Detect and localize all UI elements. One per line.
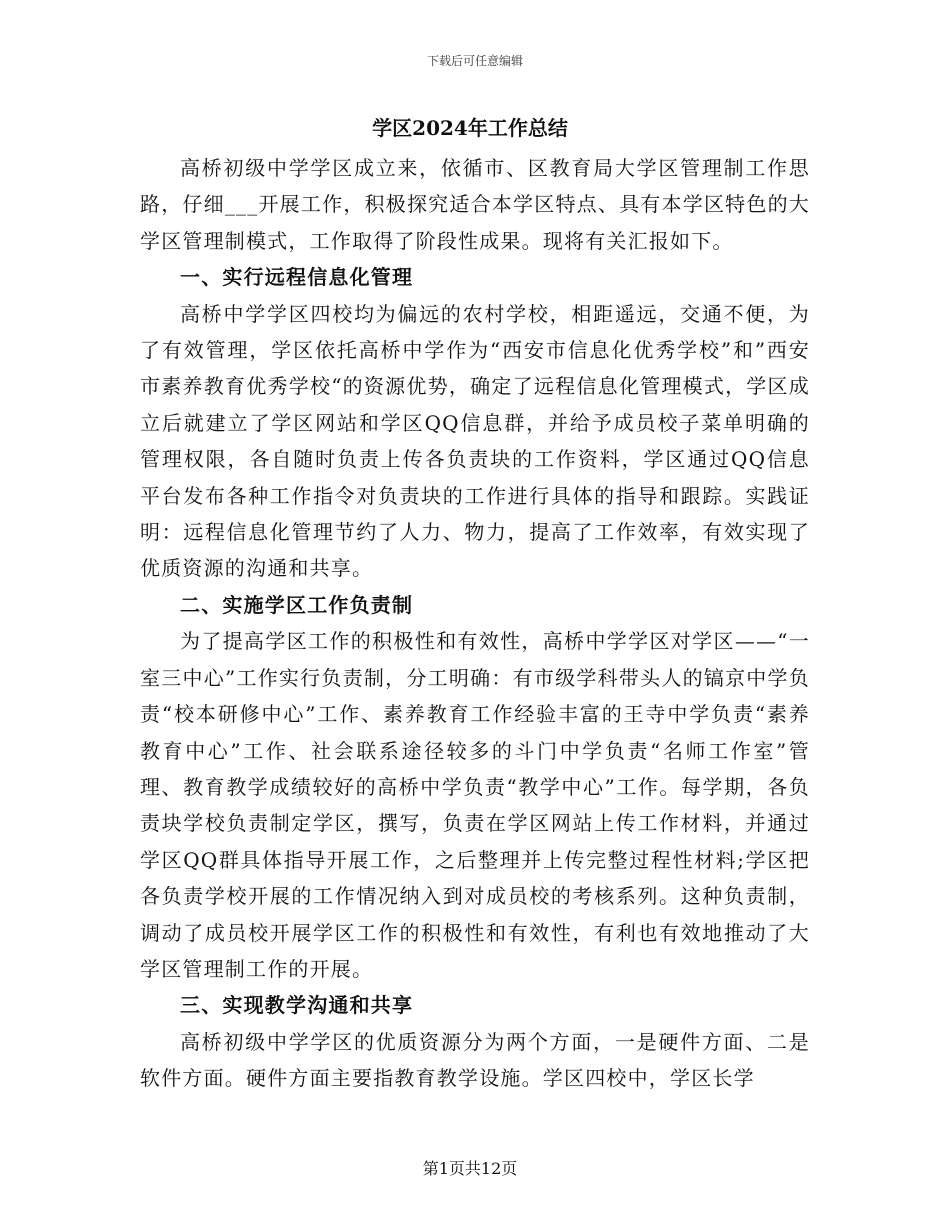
section-heading-2: 二、实施学区工作负责制 (180, 592, 414, 617)
section-3-paragraph: 高桥初级中学学区的优质资源分为两个方面，一是硬件方面、二是软件方面。硬件方面主要指教育教学设施。学区四校中，学区长学 (140, 1029, 810, 1091)
section-heading-1: 一、实行远程信息化管理 (180, 265, 414, 290)
section-2-paragraph: 为了提高学区工作的积极性和有效性，高桥中学学区对学区——“一室三中心”工作实行负责制，分工明确：有市级学科带头人的镐京中学负责“校本研修中心”工作、素养教育工作经验丰富的王寺中学负责“素养教育中心”工作、社会联系途径较多的斗门中学负责“名师工作室”管理、教育教学成绩较好的高桥中学负责“教学中心”工作。每学期，各负责块学校负责制定学区，撰写，负责在学区网站上传工作材料，并通过学区QQ群具体指导开展工作，之后整理并上传完整过程性材料;学区把各负责学校开展的工作情况纳入到对成员校的考核系列。这种负责制，调动了成员校开展学区工作的积极性和有效性，有利也有效地推动了大学区管理制工作的开展。 (140, 629, 810, 981)
header-note: 下载后可任意编辑 (426, 54, 523, 68)
intro-paragraph: 高桥初级中学学区成立来，依循市、区教育局大学区管理制工作思路，仔细___开展工作，积极探究适合本学区特点、具有本学区特色的大学区管理制模式，工作取得了阶段性成果。现将有关汇报如下。 (140, 156, 810, 253)
document-title: 学区2024年工作总结 (372, 116, 568, 140)
section-heading-3: 三、实现教学沟通和共享 (180, 993, 414, 1018)
section-1-paragraph: 高桥中学学区四校均为偏远的农村学校，相距遥远，交通不便，为了有效管理，学区依托高桥中学作为“西安市信息化优秀学校”和”西安市素养教育优秀学校“的资源优势，确定了远程信息化管理模式，学区成立后就建立了学区网站和学区QQ信息群，并给予成员校子菜单明确的管理权限，各自随时负责上传各负责块的工作资料，学区通过QQ信息平台发布各种工作指令对负责块的工作进行具体的指导和跟踪。实践证明：远程信息化管理节约了人力、物力，提高了工作效率，有效实现了优质资源的沟通和共享。 (140, 301, 810, 581)
document-body (140, 150, 810, 1097)
page-number-footer: 第1页共12页 (422, 1159, 518, 1178)
